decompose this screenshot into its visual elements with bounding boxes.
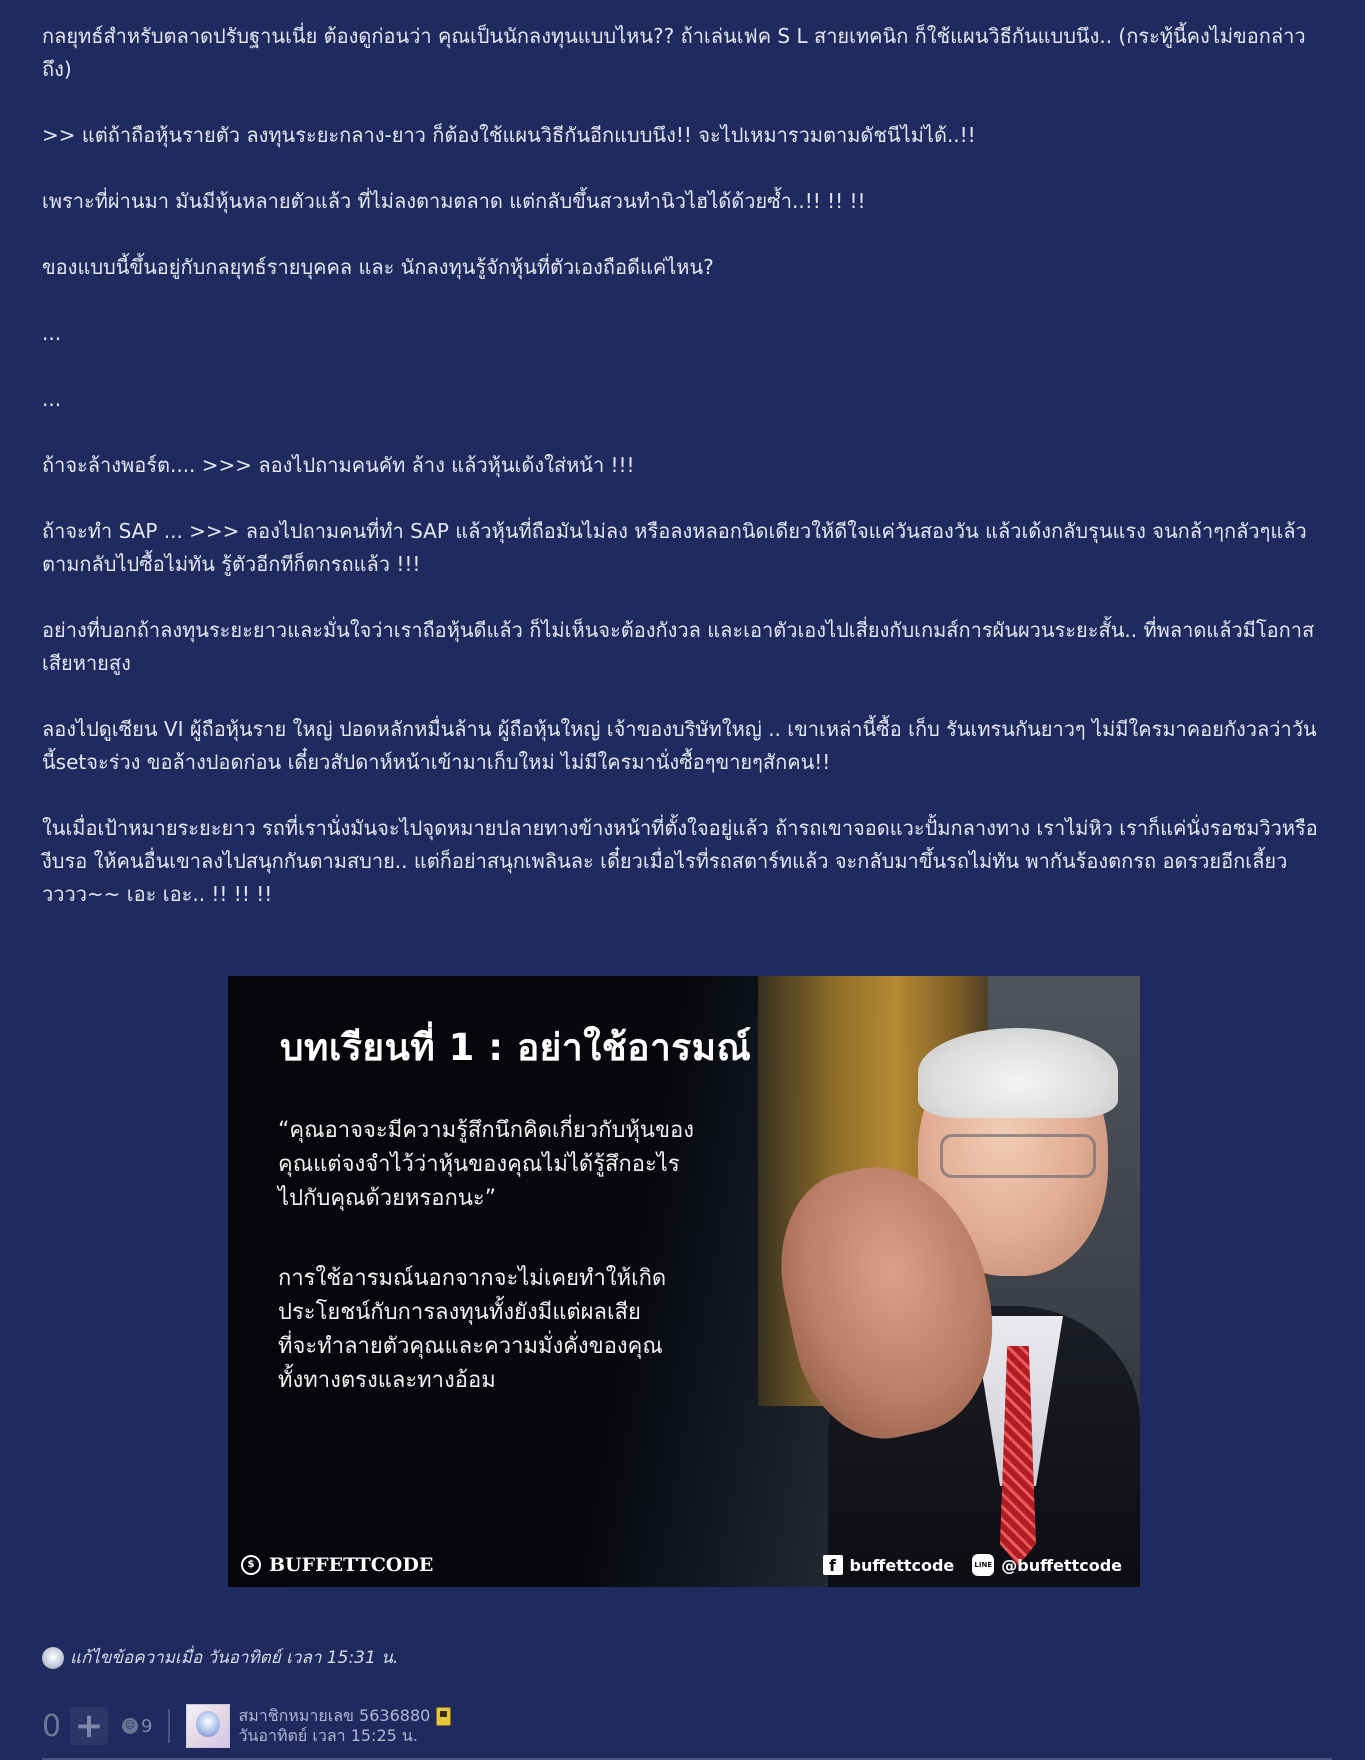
facebook-icon: f	[823, 1555, 843, 1575]
image-title: บทเรียนที่ 1 : อย่าใช้อารมณ์	[280, 1026, 752, 1069]
image-body-line: ที่จะทำลายตัวคุณและความมั่งคั่งของคุณ	[278, 1334, 663, 1359]
post-timestamp: วันอาทิตย์ เวลา 15:25 น.	[238, 1726, 418, 1745]
post-paragraph: ...	[42, 387, 62, 411]
comment-footer	[42, 1704, 451, 1748]
post-paragraph: ถ้าจะทำ SAP ... >>> ลองไปถามคนที่ทำ SAP แล้วหุ้นที่ถือมันไม่ลง หรือลงหลอกนิดเดียวให้ดีใจแค่วันสองวัน แล้วเด้งกลับรุนแรง จนกล้าๆกลัวๆแล้วตามกลับไปซื้อไม่ทัน รู้ตัวอีกทีก็ตกรถแล้ว !!!	[42, 519, 1307, 576]
image-body-line: ประโยชน์กับการลงทุนทั้งยังมีแต่ผลเสีย	[278, 1300, 641, 1325]
post-paragraph: เพราะที่ผ่านมา มันมีหุ้นหลายตัวแล้ว ที่ไม่ลงตามตลาด แต่กลับขึ้นสวนทำนิวไฮได้ด้วยซ้ำ..!! !! !!	[42, 189, 866, 213]
line-icon: LINE	[972, 1554, 994, 1576]
post-paragraph: อย่างที่บอกถ้าลงทุนระยะยาวและมั่นใจว่าเราถือหุ้นดีแล้ว ก็ไม่เห็นจะต้องกังวล และเอาตัวเองไปเสี่ยงกับเกมส์การผันผวนระยะสั้น.. ที่พลาดแล้วมีโอกาสเสียหายสูง	[42, 618, 1315, 675]
brand-name: BUFFETTCODE	[269, 1554, 434, 1576]
image-body-text	[278, 1262, 748, 1398]
post-paragraph: ลองไปดูเซียน VI ผู้ถือหุ้นราย ใหญ่ ปอดหลักหมื่นล้าน ผู้ถือหุ้นใหญ่ เจ้าของบริษัทใหญ่ .. เขาเหล่านี้ซื้อ เก็บ รันเทรนกันยาวๆ ไม่มีใครมาคอยกังวลว่าวันนี้setจะร่วง ขอล้างปอดก่อน เดี๋ยวสัปดาห์หน้าเข้ามาเก็บใหม่ ไม่มีใครมานั่งซื้อๆขายๆสักคน!!	[42, 717, 1317, 774]
post-paragraph: กลยุทธ์สำหรับตลาดปรับฐานเนี่ย ต้องดูก่อนว่า คุณเป็นนักลงทุนแบบไหน?? ถ้าเล่นเฟค S L สายเทคนิก ก็ใช้แผนวิธีกันแบบนึง.. (กระทู้นี้คงไม่ขอกล่าวถึง)	[42, 24, 1306, 81]
line-handle	[972, 1554, 1122, 1576]
emoji-icon: ☺	[122, 1718, 138, 1734]
edit-avatar-icon	[42, 1647, 64, 1669]
post-body	[42, 20, 1332, 944]
edit-note-text: แก้ไขข้อความเมื่อ วันอาทิตย์ เวลา 15:31 น.	[70, 1648, 399, 1668]
portrait-hair	[918, 1028, 1118, 1118]
line-handle-text: @buffettcode	[1001, 1555, 1122, 1575]
post-paragraph: ของแบบนี้ขึ้นอยู่กับกลยุทธ์รายบุคคล และ นักลงทุนรู้จักหุ้นที่ตัวเองถือดีแค่ไหน?	[42, 255, 714, 279]
image-brand	[241, 1554, 433, 1576]
edit-note	[42, 1644, 398, 1671]
emoji-reaction-button[interactable]	[122, 1716, 152, 1737]
image-quote-line: ไปกับคุณด้วยหรอกนะ”	[278, 1186, 497, 1211]
post-image[interactable]	[228, 976, 1140, 1587]
post-paragraph: ...	[42, 321, 62, 345]
post-paragraph: ถ้าจะล้างพอร์ต.... >>> ลองไปถามคนคัท ล้าง แล้วหุ้นเด้งใส่หน้า !!!	[42, 453, 635, 477]
member-name-link[interactable]: สมาชิกหมายเลข 5636880	[238, 1706, 431, 1725]
member-name-row	[238, 1706, 451, 1726]
image-body-line: การใช้อารมณ์นอกจากจะไม่เคยทำให้เกิด	[278, 1266, 667, 1291]
emoji-count: 9	[141, 1715, 153, 1737]
image-social	[823, 1554, 1122, 1576]
facebook-handle-text: buffettcode	[849, 1555, 955, 1575]
brand-logo-icon: $	[241, 1555, 261, 1575]
image-quote-line: “คุณอาจจะมีความรู้สึกนึกคิดเกี่ยวกับหุ้นของ	[278, 1118, 694, 1143]
member-badge-icon	[436, 1707, 451, 1726]
post-paragraph: >> แต่ถ้าถือหุ้นรายตัว ลงทุนระยะกลาง-ยาว ก็ต้องใช้แผนวิธีกันอีกแบบนึง!! จะไปเหมารวมตามดัชนีไม่ได้..!!	[42, 123, 976, 147]
footer-divider	[168, 1709, 170, 1743]
vote-plus-button[interactable]: +	[70, 1707, 108, 1745]
facebook-handle	[823, 1555, 955, 1575]
image-body-line: ทั้งทางตรงและทางอ้อม	[278, 1368, 496, 1393]
portrait-glasses	[940, 1134, 1096, 1178]
post-paragraph: ในเมื่อเป้าหมายระยะยาว รถที่เรานั่งมันจะไปจุดหมายปลายทางข้างหน้าที่ตั้งใจอยู่แล้ว ถ้ารถเขาจอดแวะปั้มกลางทาง เราไม่หิว เราก็แค่นั่งรอชมวิวหรืองีบรอ ให้คนอื่นเขาลงไปสนุกกันตามสบาย.. แต่ก็อย่าสนุกเพลินละ เดี๋ยวเมื่อไรที่รถสตาร์ทแล้ว จะกลับมาขึ้นรถไม่ทัน พากันร้องตกรถ อดรวยอีกเลี้ยววววว~~ เอะ เอะ.. !! !! !!	[42, 816, 1318, 906]
member-info	[238, 1706, 451, 1746]
vote-count: 0	[42, 1708, 62, 1744]
image-quote-line: คุณแต่จงจำไว้ว่าหุ้นของคุณไม่ได้รู้สึกอะไร	[278, 1152, 680, 1177]
image-quote	[278, 1114, 748, 1216]
avatar[interactable]	[186, 1704, 230, 1748]
